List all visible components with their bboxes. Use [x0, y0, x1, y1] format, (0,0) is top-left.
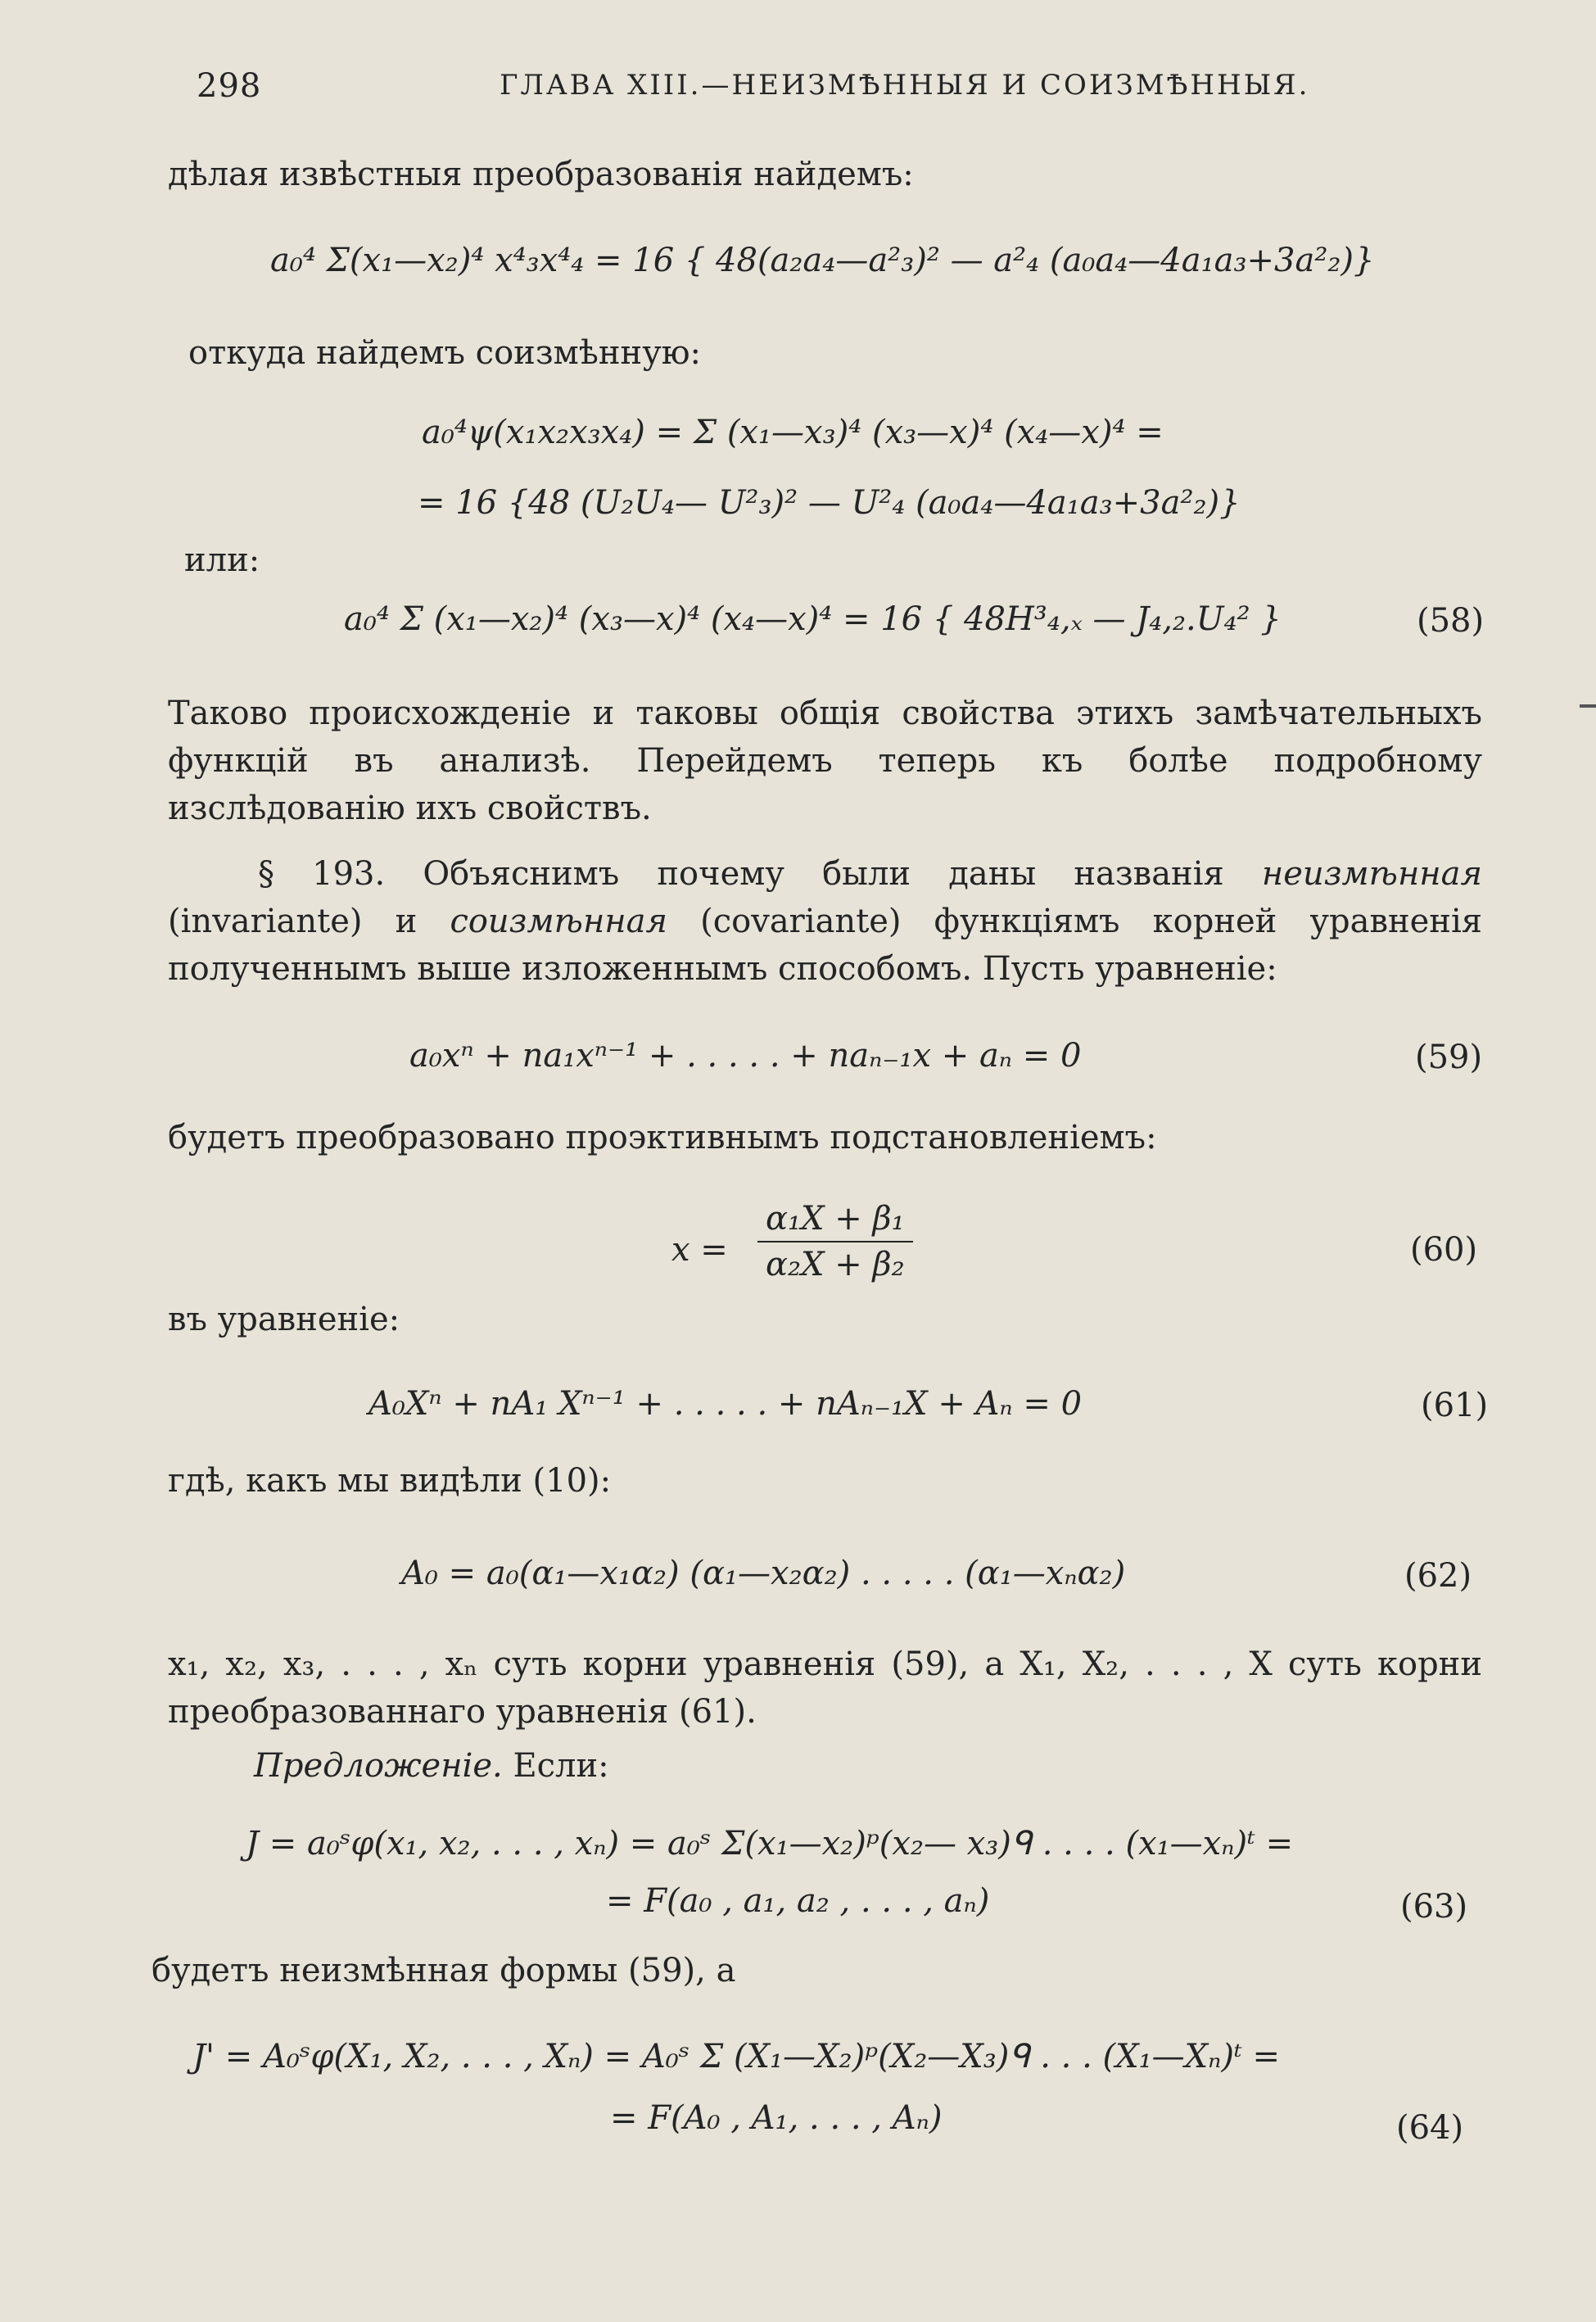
text-line-6: гдѣ, какъ мы видѣли (10): — [168, 1462, 612, 1500]
margin-mark — [1580, 704, 1596, 708]
paragraph-2 — [168, 850, 1482, 993]
formula-9b: = F(A₀ , A₁, . . . , Aₙ) — [610, 2099, 943, 2137]
proposition-text: Если: — [502, 1747, 609, 1785]
equation-number-61: (61) — [1421, 1387, 1489, 1424]
fraction-denominator: α₂X + β₂ — [766, 1246, 905, 1283]
equation-number-64: (64) — [1396, 2109, 1464, 2147]
text-line-2: откуда найдемъ соизмѣнную: — [188, 334, 702, 372]
fraction-numerator: α₁X + β₁ — [757, 1200, 913, 1242]
formula-4: a₀xⁿ + na₁xⁿ⁻¹ + . . . . . + naₙ₋₁x + aₙ = 0 — [409, 1037, 1082, 1075]
running-head: ГЛАВА XIII.—НЕИЗМѢННЫЯ И СОИЗМѢННЫЯ. — [500, 69, 1310, 102]
formula-1: a₀⁴ Σ(x₁—x₂)⁴ x⁴₃x⁴₄ = 16 { 48(a₂a₄—a²₃)² — a²₄ (a₀a₄—4a₁a₃+3a²₂)} — [270, 242, 1375, 279]
formula-8a: J = a₀ˢφ(x₁, x₂, . . . , xₙ) = a₀ˢ Σ(x₁—x₂)ᵖ(x₂— x₃)ᑫ . . . . (x₁—xₙ)ᵗ = — [246, 1825, 1294, 1863]
formula-9a: J' = A₀ˢφ(X₁, X₂, . . . , Xₙ) = A₀ˢ Σ (X₁—X₂)ᵖ(X₂—X₃)ᑫ . . . (X₁—Xₙ)ᵗ = — [192, 2038, 1281, 2075]
text-line-3: или: — [184, 541, 260, 579]
page-number: 298 — [197, 67, 262, 105]
text-line-4: будетъ преобразовано проэктивнымъ подстановленіемъ: — [168, 1119, 1157, 1156]
paragraph-1: Таково происхожденіе и таковы общія свойства этихъ замѣчательныхъ функцій въ анализѣ. Перейдемъ теперь къ болѣе подробному изслѣдованію ихъ свойствъ. — [168, 695, 1482, 827]
formula-8b: = F(a₀ , a₁, a₂ , . . . , aₙ) — [606, 1882, 990, 1920]
paragraph-2-text-e: (covariante) функціямъ корней уравненія полученнымъ выше изложеннымъ способомъ. Пусть уравненіе: — [168, 903, 1482, 988]
formula-3: a₀⁴ Σ (x₁—x₂)⁴ (x₃—x)⁴ (x₄—x)⁴ = 16 { 48H³₄,ₓ — J₄,₂.U₄² } — [344, 600, 1282, 638]
equation-number-63: (63) — [1400, 1888, 1468, 1926]
page-header — [197, 67, 1490, 116]
formula-5-lhs: x = — [671, 1231, 728, 1269]
paragraph-2-text-a: § 193. Объяснимъ почему были даны названія — [258, 855, 1262, 893]
proposition-label: Предложеніе. — [254, 1747, 503, 1785]
equation-number-62: (62) — [1404, 1557, 1472, 1595]
text-line-8: будетъ неизмѣнная формы (59), а — [151, 1952, 736, 1989]
term-invariant: неизмѣнная — [1261, 855, 1482, 893]
paragraph-3: x₁, x₂, x₃, . . . , xₙ суть корни уравненія (59), а X₁, X₂, . . . , X суть корни преобразованнаго уравненія (61). — [168, 1645, 1482, 1731]
term-covariant: соизмѣнная — [450, 903, 667, 940]
text-line-1: дѣлая извѣстныя преобразованія найдемъ: — [168, 156, 914, 193]
text-line-5: въ уравненіе: — [168, 1301, 400, 1338]
formula-5-fraction — [757, 1200, 913, 1283]
equation-number-58: (58) — [1417, 602, 1485, 640]
equation-number-59: (59) — [1415, 1039, 1483, 1076]
formula-2a: a₀⁴ψ(x₁x₂x₃x₄) = Σ (x₁—x₃)⁴ (x₃—x)⁴ (x₄—x)⁴ = — [422, 414, 1164, 451]
paragraph-2-text-c: (invariante) и — [168, 903, 450, 940]
formula-7: A₀ = a₀(α₁—x₁α₂) (α₁—x₂α₂) . . . . . (α₁—xₙα₂) — [401, 1555, 1126, 1592]
equation-number-60: (60) — [1410, 1231, 1478, 1269]
formula-2b: = 16 {48 (U₂U₄— U²₃)² — U²₄ (a₀a₄—4a₁a₃+3a²₂)} — [418, 484, 1241, 522]
proposition-line — [254, 1745, 609, 1787]
formula-6: A₀Xⁿ + nA₁ Xⁿ⁻¹ + . . . . . + nAₙ₋₁X + Aₙ = 0 — [368, 1385, 1083, 1423]
